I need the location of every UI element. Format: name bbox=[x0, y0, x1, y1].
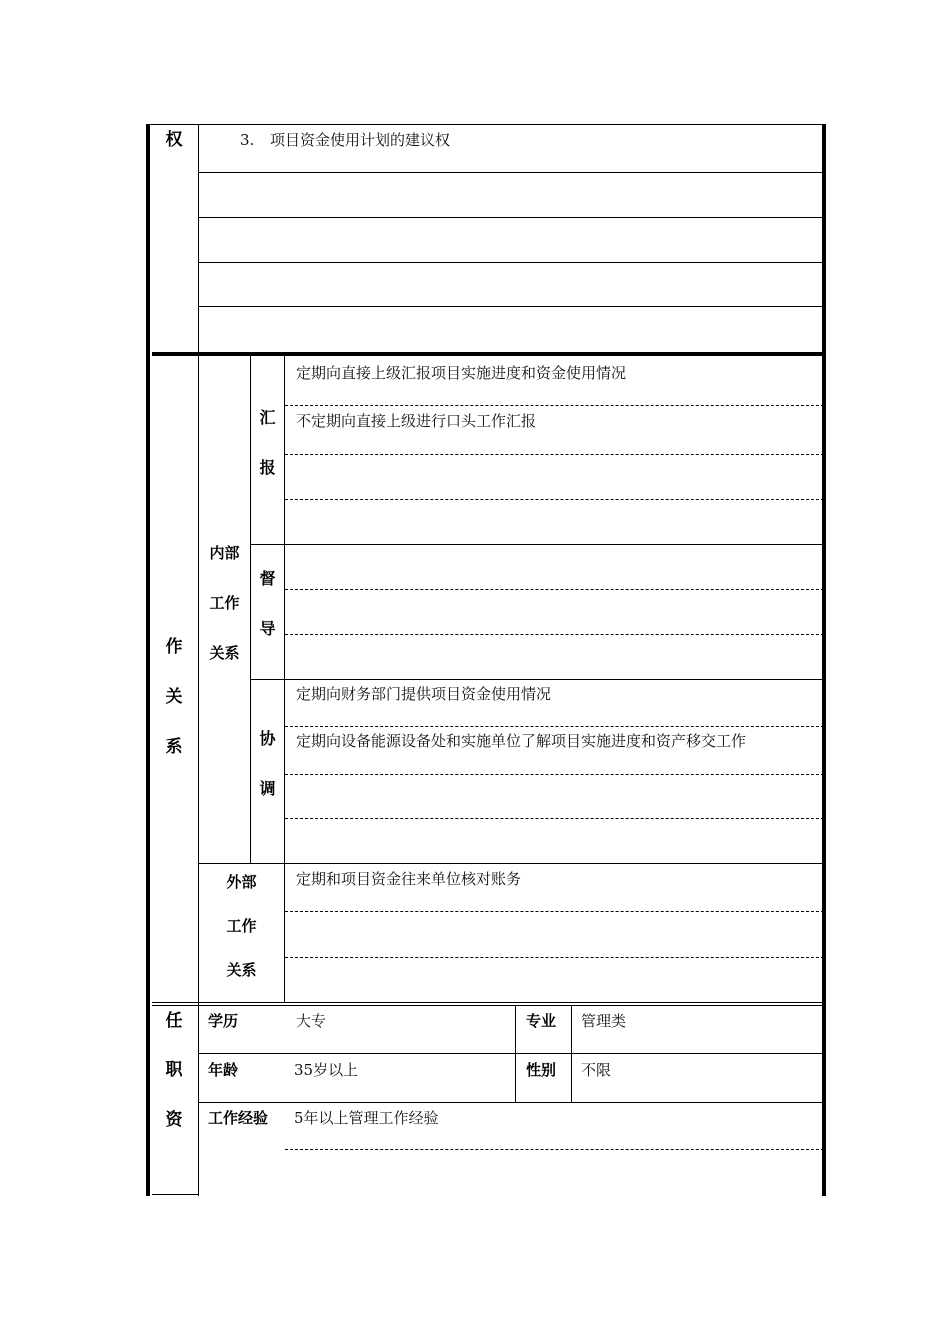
dashed-row-line bbox=[285, 1149, 824, 1150]
experience-value: 5年以上管理工作经验 bbox=[294, 1109, 439, 1127]
qualifications-label-char: 资 bbox=[165, 1110, 183, 1130]
qualifications-label-char: 职 bbox=[165, 1060, 183, 1080]
internal-relations-label-line: 工作 bbox=[209, 594, 240, 612]
section-separator-double bbox=[152, 1002, 824, 1003]
row-line bbox=[198, 1102, 824, 1103]
work-relations-label-char: 关 bbox=[165, 687, 183, 707]
gender-value: 不限 bbox=[581, 1061, 612, 1079]
work-relations-label-char: 系 bbox=[165, 737, 183, 757]
dashed-row-line bbox=[285, 454, 824, 455]
row-line bbox=[198, 1053, 824, 1054]
coordinate-row-text: 定期向设备能源设备处和实施单位了解项目实施进度和资产移交工作 bbox=[296, 732, 747, 750]
section-separator-heavy bbox=[152, 352, 824, 356]
dashed-row-line bbox=[285, 911, 824, 912]
gender-label: 性别 bbox=[526, 1061, 557, 1079]
education-value: 大专 bbox=[296, 1012, 327, 1030]
external-relations-label-line: 工作 bbox=[226, 917, 257, 935]
age-label: 年龄 bbox=[208, 1061, 239, 1079]
row-line bbox=[198, 306, 824, 307]
coordinate-row-text: 定期向财务部门提供项目资金使用情况 bbox=[296, 685, 552, 703]
internal-relations-label-line: 内部 bbox=[209, 544, 240, 562]
internal-external-divider bbox=[198, 863, 824, 864]
experience-label: 工作经验 bbox=[208, 1109, 269, 1127]
work-relations-label-char: 作 bbox=[165, 637, 183, 657]
qualifications-label-char: 任 bbox=[165, 1011, 183, 1031]
coordinate-label-char: 协 bbox=[259, 729, 276, 748]
coordinate-label-char: 调 bbox=[259, 779, 276, 798]
dashed-row-line bbox=[285, 589, 824, 590]
dashed-row-line bbox=[285, 726, 824, 727]
major-label: 专业 bbox=[526, 1012, 557, 1030]
subsection-line bbox=[250, 679, 824, 680]
report-label-char: 汇 bbox=[259, 408, 276, 427]
quan-item-text: 项目资金使用计划的建议权 bbox=[270, 131, 451, 149]
internal-relations-label-line: 关系 bbox=[209, 644, 240, 662]
row-line bbox=[198, 262, 824, 263]
subsection-line bbox=[250, 544, 824, 545]
section-quan-label: 权 bbox=[165, 130, 183, 150]
quan-item-number: 3. bbox=[240, 131, 255, 149]
external-relations-label-line: 外部 bbox=[226, 873, 257, 891]
external-row-text: 定期和项目资金往来单位核对账务 bbox=[296, 870, 522, 888]
report-row-text: 定期向直接上级汇报项目实施进度和资金使用情况 bbox=[296, 364, 627, 382]
dashed-row-line bbox=[285, 405, 824, 406]
row-line bbox=[198, 217, 824, 218]
dashed-row-line bbox=[285, 957, 824, 958]
education-label: 学历 bbox=[208, 1012, 239, 1030]
dashed-row-line bbox=[285, 634, 824, 635]
content-column-divider bbox=[284, 352, 285, 1002]
dashed-row-line bbox=[285, 774, 824, 775]
first-column-bottom-line bbox=[152, 1194, 198, 1195]
section-separator-double bbox=[152, 1005, 824, 1006]
dashed-row-line bbox=[285, 818, 824, 819]
top-border bbox=[146, 124, 826, 125]
major-value: 管理类 bbox=[581, 1012, 627, 1030]
left-border bbox=[146, 124, 150, 1196]
external-relations-label-line: 关系 bbox=[226, 961, 257, 979]
report-label-char: 报 bbox=[259, 458, 276, 477]
dashed-row-line bbox=[285, 499, 824, 500]
supervise-label-char: 导 bbox=[259, 619, 276, 638]
right-border bbox=[822, 124, 826, 1196]
report-row-text: 不定期向直接上级进行口头工作汇报 bbox=[296, 412, 537, 430]
age-value: 35岁以上 bbox=[294, 1061, 359, 1079]
supervise-label-char: 督 bbox=[259, 569, 276, 588]
row-line bbox=[198, 172, 824, 173]
